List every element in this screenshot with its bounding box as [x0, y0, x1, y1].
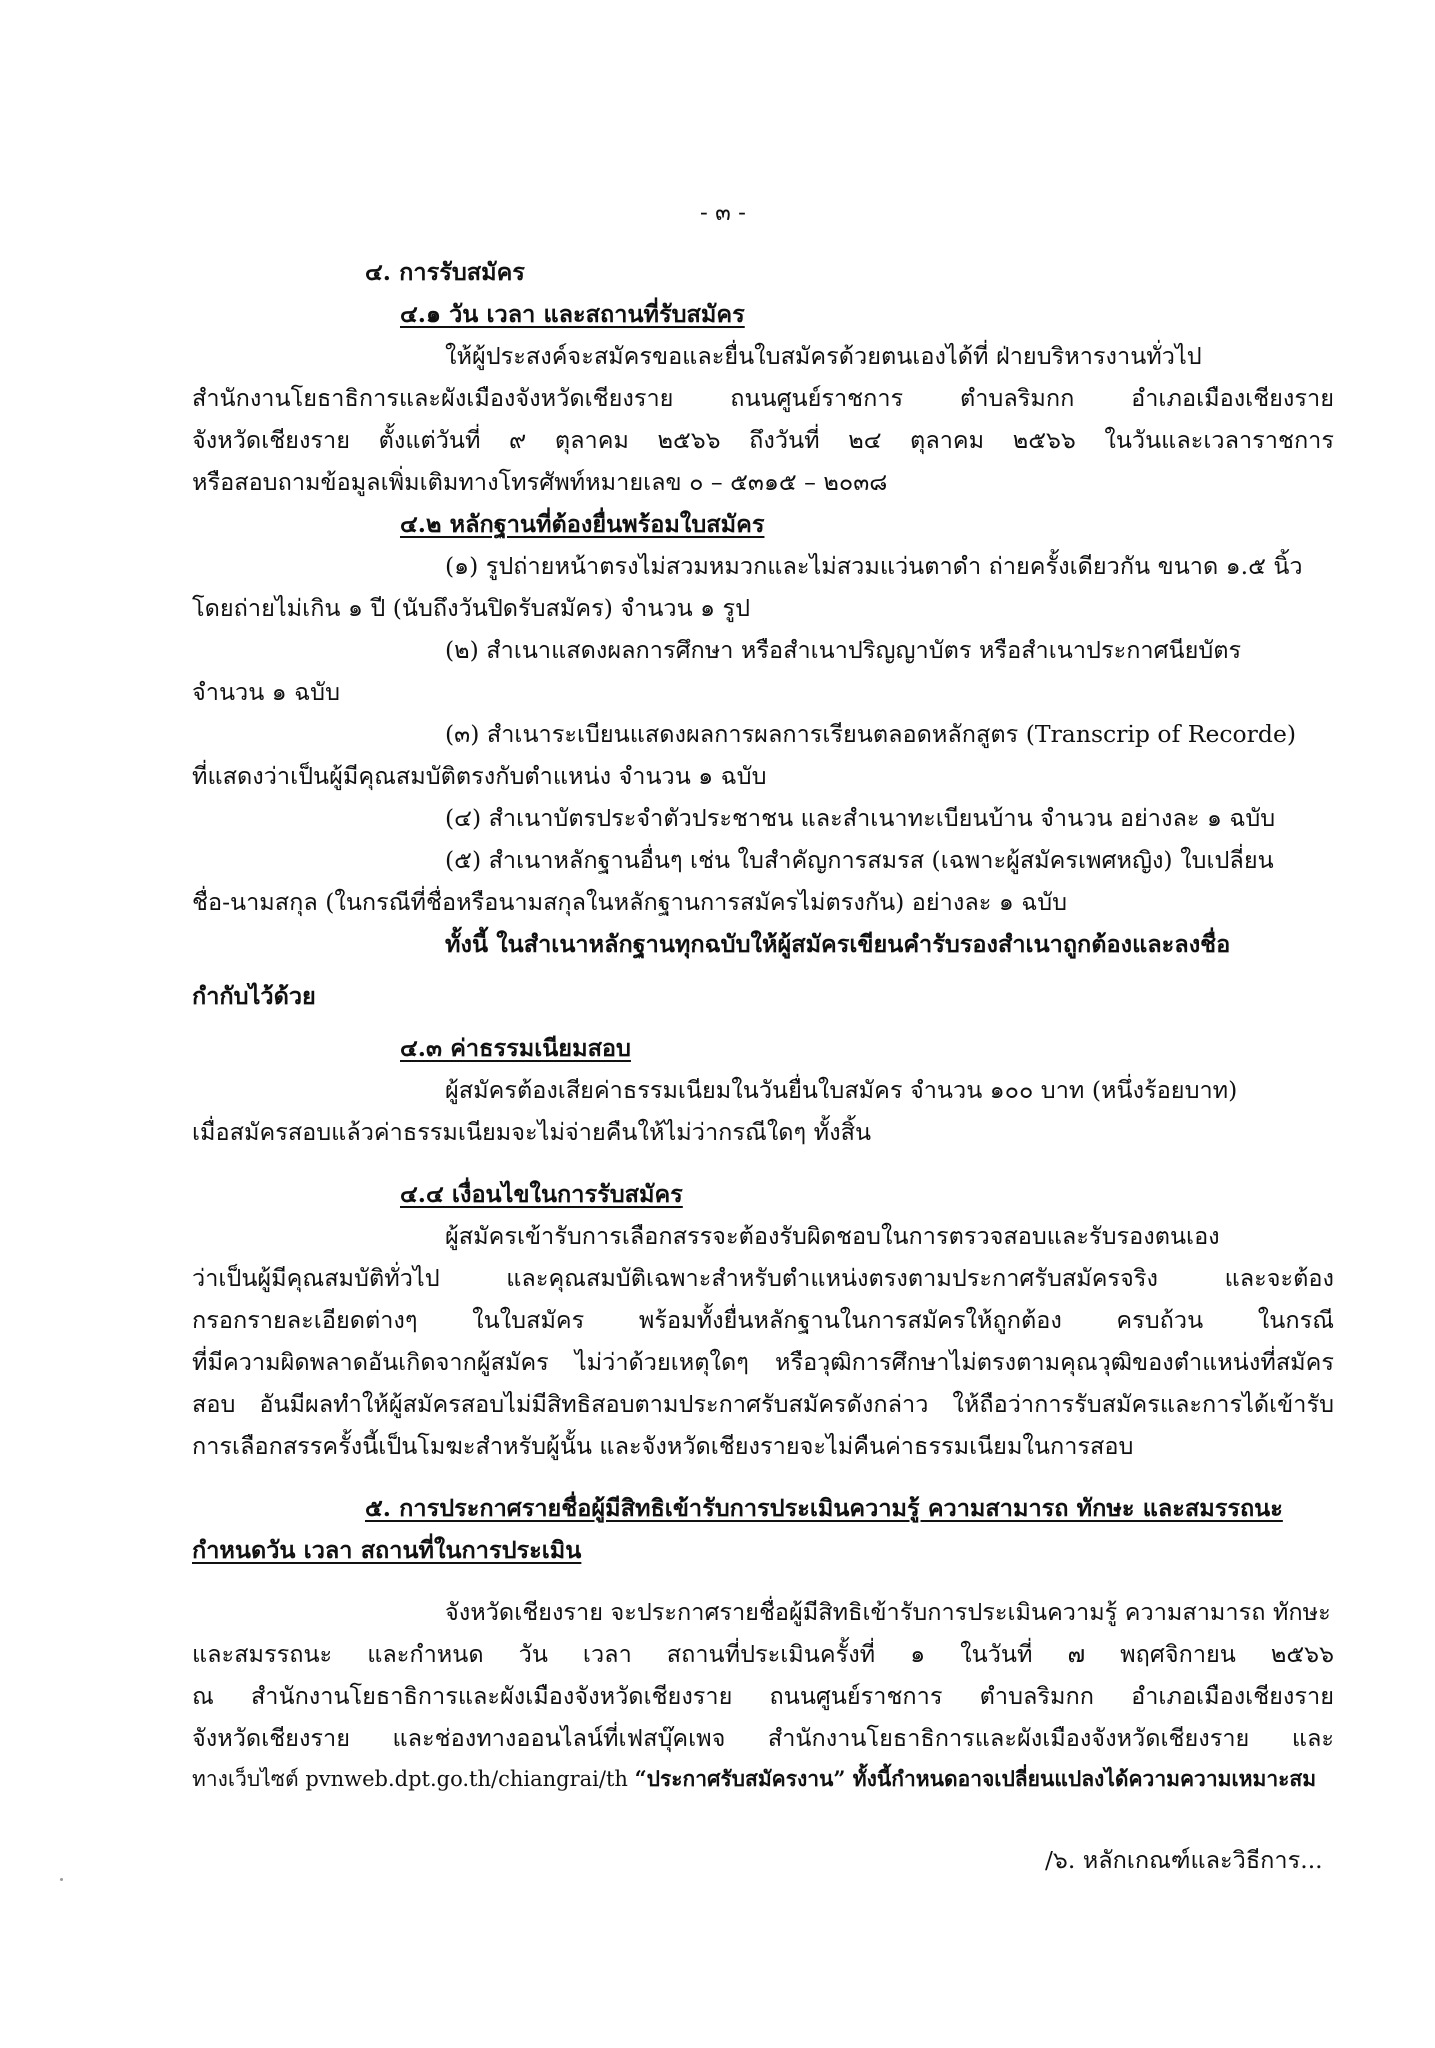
list-item-cont: จำนวน ๑ ฉบับ: [192, 678, 340, 706]
list-item-cont: ชื่อ-นามสกุล (ในกรณีที่ชื่อหรือนามสกุลในหลักฐานการสมัครไม่ตรงกัน) อย่างละ ๑ ฉบับ: [192, 888, 1068, 916]
scan-speck: [60, 1878, 63, 1881]
paragraph-last-line: [192, 1766, 1316, 1792]
list-item: (๑) รูปถ่ายหน้าตรงไม่สวมหมวกและไม่สวมแว่นตาดำ ถ่ายครั้งเดียวกัน ขนาด ๑.๕ นิ้ว: [445, 552, 1303, 580]
section-4-2-heading: ๔.๒ หลักฐานที่ต้องยื่นพร้อมใบสมัคร: [400, 510, 765, 538]
paragraph-line: ที่มีความผิดพลาดอันเกิดจากผู้สมัคร ไม่ว่าด้วยเหตุใดๆ หรือวุฒิการศึกษาไม่ตรงตามคุณวุฒิของตำแหน่งที่สมัคร: [192, 1348, 1334, 1376]
paragraph-line: ผู้สมัครต้องเสียค่าธรรมเนียมในวันยื่นใบสมัคร จำนวน ๑๐๐ บาท (หนึ่งร้อยบาท): [445, 1076, 1238, 1104]
section-4-4-heading: ๔.๔ เงื่อนไขในการรับสมัคร: [400, 1180, 683, 1208]
paragraph-line: ให้ผู้ประสงค์จะสมัครขอและยื่นใบสมัครด้วยตนเองได้ที่ ฝ่ายบริหารงานทั่วไป: [445, 342, 1202, 370]
paragraph-line: หรือสอบถามข้อมูลเพิ่มเติมทางโทรศัพท์หมายเลข ๐ – ๕๓๑๕ – ๒๐๓๘: [192, 468, 888, 496]
paragraph-line: จังหวัดเชียงราย และช่องทางออนไลน์ที่เฟสบุ๊คเพจ สำนักงานโยธาธิการและผังเมืองจังหวัดเชียงราย และ: [192, 1724, 1334, 1752]
paragraph-line: สอบ อันมีผลทำให้ผู้สมัครสอบไม่มีสิทธิสอบตามประกาศรับสมัครดังกล่าว ให้ถือว่าการรับสมัครและการได้เข้ารับ: [192, 1390, 1334, 1418]
list-item: (๔) สำเนาบัตรประจำตัวประชาชน และสำเนาทะเบียนบ้าน จำนวน อย่างละ ๑ ฉบับ: [445, 804, 1276, 832]
announcement-note: “ประกาศรับสมัครงาน” ทั้งนี้กำหนดอาจเปลี่ยนแปลงได้ความความเหมาะสม: [634, 1766, 1317, 1791]
section-4-heading: ๔. การรับสมัคร: [365, 258, 525, 286]
continuation-marker: /๖. หลักเกณฑ์และวิธีการ...: [1045, 1846, 1323, 1874]
section-5-heading: ๕. การประกาศรายชื่อผู้มีสิทธิเข้ารับการประเมินความรู้ ความสามารถ ทักษะ และสมรรถนะ: [365, 1494, 1283, 1522]
paragraph-line: กรอกรายละเอียดต่างๆ ในใบสมัคร พร้อมทั้งยื่นหลักฐานในการสมัครให้ถูกต้อง ครบถ้วน ในกรณี: [192, 1306, 1334, 1334]
paragraph-line: เมื่อสมัครสอบแล้วค่าธรรมเนียมจะไม่จ่ายคืนให้ไม่ว่ากรณีใดๆ ทั้งสิ้น: [192, 1118, 872, 1146]
section-4-3-heading: ๔.๓ ค่าธรรมเนียมสอบ: [400, 1034, 631, 1062]
paragraph-line: สำนักงานโยธาธิการและผังเมืองจังหวัดเชียงราย ถนนศูนย์ราชการ ตำบลริมกก อำเภอเมืองเชียงราย: [192, 384, 1334, 412]
paragraph-line: ผู้สมัครเข้ารับการเลือกสรรจะต้องรับผิดชอบในการตรวจสอบและรับรองตนเอง: [445, 1222, 1220, 1250]
paragraph-line: ณ สำนักงานโยธาธิการและผังเมืองจังหวัดเชียงราย ถนนศูนย์ราชการ ตำบลริมกก อำเภอเมืองเชียงราย: [192, 1682, 1334, 1710]
section-4-1-heading: ๔.๑ วัน เวลา และสถานที่รับสมัคร: [400, 300, 745, 328]
list-item: (๓) สำเนาระเบียนแสดงผลการผลการเรียนตลอดหลักสูตร (Transcrip of Recorde): [445, 720, 1297, 748]
list-item-cont: ที่แสดงว่าเป็นผู้มีคุณสมบัติตรงกับตำแหน่ง จำนวน ๑ ฉบับ: [192, 762, 767, 790]
note-line-cont: กำกับไว้ด้วย: [192, 982, 316, 1010]
page-number: - ๓ -: [700, 200, 746, 226]
note-line: ทั้งนี้ ในสำเนาหลักฐานทุกฉบับให้ผู้สมัครเขียนคำรับรองสำเนาถูกต้องและลงชื่อ: [445, 930, 1231, 958]
list-item-cont: โดยถ่ายไม่เกิน ๑ ปี (นับถึงวันปิดรับสมัคร) จำนวน ๑ รูป: [192, 594, 751, 622]
paragraph-line: และสมรรถนะ และกำหนด วัน เวลา สถานที่ประเมินครั้งที่ ๑ ในวันที่ ๗ พฤศจิกายน ๒๕๖๖: [192, 1640, 1334, 1668]
section-5-heading-cont: กำหนดวัน เวลา สถานที่ในการประเมิน: [192, 1536, 582, 1564]
paragraph-line: การเลือกสรรครั้งนี้เป็นโมฆะสำหรับผู้นั้น และจังหวัดเชียงรายจะไม่คืนค่าธรรมเนียมในการสอบ: [192, 1432, 1134, 1460]
paragraph-line: ว่าเป็นผู้มีคุณสมบัติทั่วไป และคุณสมบัติเฉพาะสำหรับตำแหน่งตรงตามประกาศรับสมัครจริง และจะต้อง: [192, 1264, 1334, 1292]
list-item: (๕) สำเนาหลักฐานอื่นๆ เช่น ใบสำคัญการสมรส (เฉพาะผู้สมัครเพศหญิง) ใบเปลี่ยน: [445, 846, 1274, 874]
list-item: (๒) สำเนาแสดงผลการศึกษา หรือสำเนาปริญญาบัตร หรือสำเนาประกาศนียบัตร: [445, 636, 1242, 664]
website-text: ทางเว็บไซต์ pvnweb.dpt.go.th/chiangrai/th: [192, 1767, 635, 1791]
paragraph-line: จังหวัดเชียงราย จะประกาศรายชื่อผู้มีสิทธิเข้ารับการประเมินความรู้ ความสามารถ ทักษะ: [445, 1598, 1331, 1626]
paragraph-line: จังหวัดเชียงราย ตั้งแต่วันที่ ๙ ตุลาคม ๒๕๖๖ ถึงวันที่ ๒๔ ตุลาคม ๒๕๖๖ ในวันและเวลาราชการ: [192, 426, 1334, 454]
